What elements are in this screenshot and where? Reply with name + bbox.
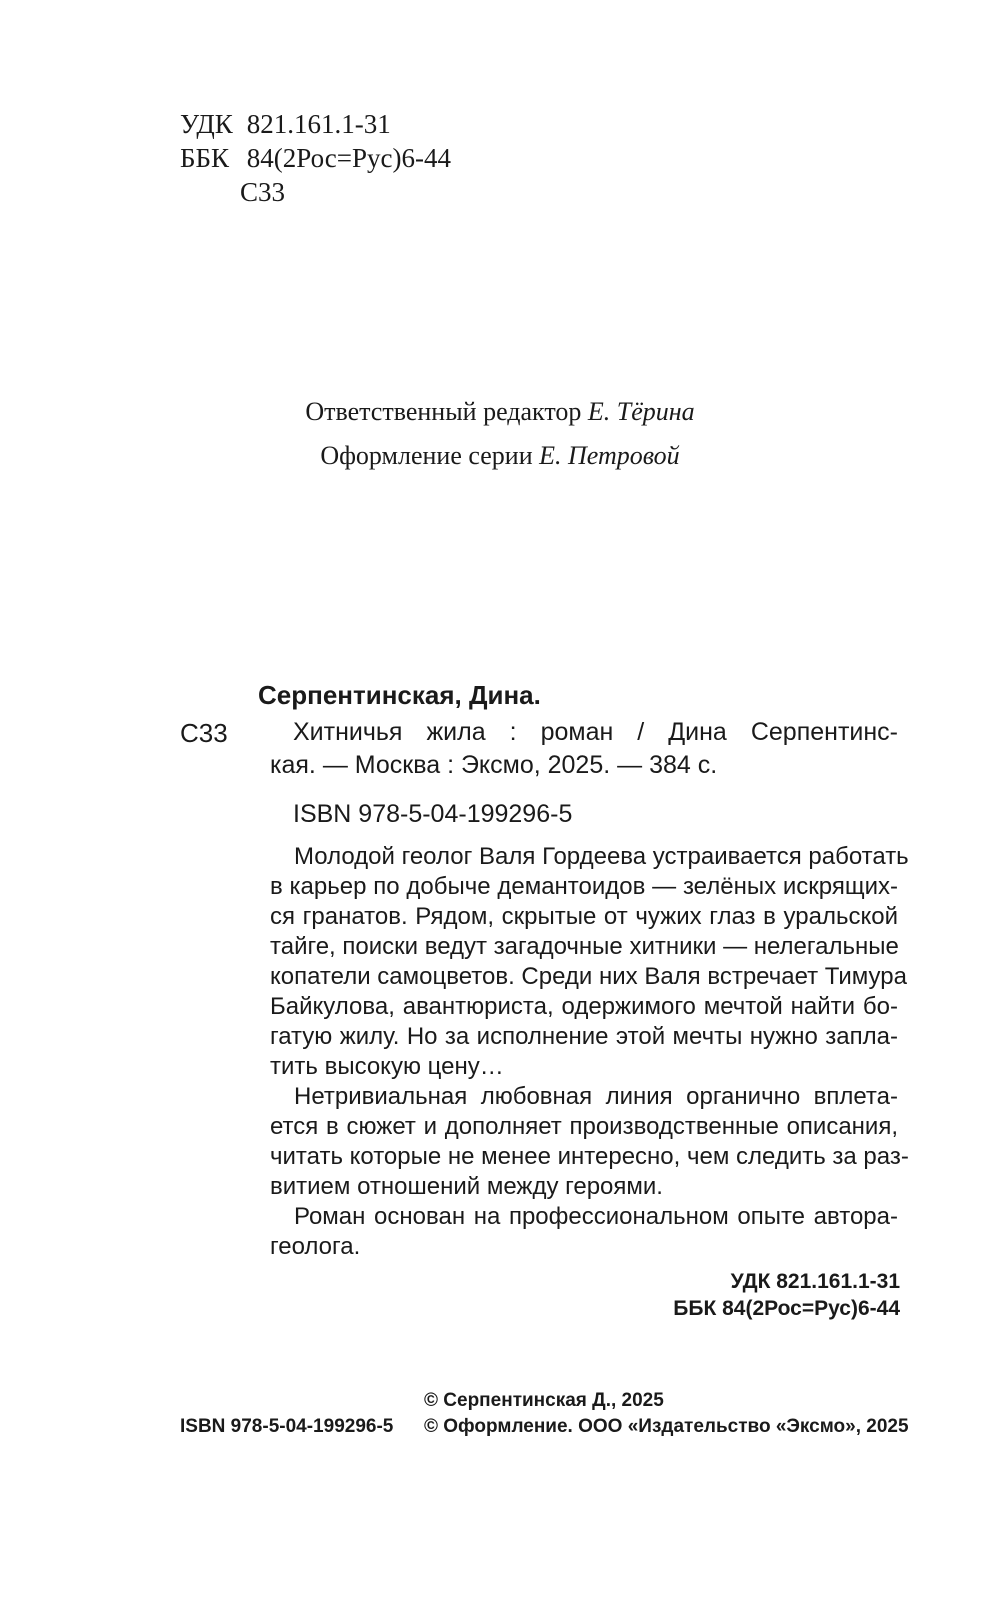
annotation-line: ется в сюжет и дополняет производственные описания,	[270, 1113, 898, 1140]
copyright-design: © Оформление. ООО «Издательство «Эксмо», 2025	[424, 1416, 909, 1437]
annotation-line: Молодой геолог Валя Гордеева устраивается работать	[294, 843, 909, 870]
annotation-line: читать которые не менее интересно, чем следить за раз-	[270, 1143, 909, 1170]
annotation-line: ся гранатов. Рядом, скрытые от чужих глаз в уральской	[270, 903, 898, 930]
bbk-row	[180, 142, 451, 174]
editor-name: Е. Тёрина	[587, 397, 695, 426]
bib-code: С33	[180, 718, 228, 748]
annotation-line: геолога.	[270, 1233, 361, 1260]
design-credit	[0, 440, 1000, 472]
author-code-top: С33	[240, 177, 286, 207]
bib-author: Серпентинская, Дина.	[258, 680, 541, 710]
copyright-author: © Серпентинская Д., 2025	[424, 1390, 664, 1411]
bbk-label: ББК	[180, 143, 230, 173]
annotation-line: гатую жилу. Но за исполнение этой мечты нужно запла-	[270, 1023, 898, 1050]
annotation-line: копатели самоцветов. Среди них Валя встречает Тимура	[270, 963, 907, 990]
bottom-bbk: ББК 84(2Рос=Рус)6-44	[673, 1297, 900, 1320]
editor-credit	[0, 396, 1000, 428]
udk-label: УДК	[180, 109, 233, 139]
udk-value: 821.161.1-31	[246, 109, 391, 139]
udk-row	[180, 108, 391, 140]
annotation-line: Нетривиальная любовная линия органично вплета-	[294, 1083, 898, 1110]
annotation-line: тить высокую цену…	[270, 1053, 504, 1080]
bib-isbn: ISBN 978-5-04-199296-5	[293, 800, 573, 828]
editor-role: Ответственный редактор	[305, 397, 582, 426]
design-name: Е. Петровой	[539, 441, 680, 470]
bottom-udk: УДК 821.161.1-31	[730, 1270, 900, 1293]
annotation-line: в карьер по добыче демантоидов — зелёных искрящих-	[270, 873, 898, 900]
annotation-line: тайге, поиски ведут загадочные хитники — нелегальные	[270, 933, 899, 960]
bib-line-2: кая. — Москва : Эксмо, 2025. — 384 с.	[270, 751, 718, 779]
annotation-line: Байкулова, авантюриста, одержимого мечтой найти бо-	[270, 993, 898, 1020]
design-role: Оформление серии	[320, 441, 533, 470]
bbk-value: 84(2Рос=Рус)6-44	[246, 143, 451, 173]
footer-isbn: ISBN 978-5-04-199296-5	[180, 1416, 394, 1437]
bib-line-1: Хитничья жила : роман / Дина Серпентинс-	[293, 718, 898, 746]
annotation-line: витием отношений между героями.	[270, 1173, 663, 1200]
annotation-line: Роман основан на профессиональном опыте автора-	[294, 1203, 898, 1230]
